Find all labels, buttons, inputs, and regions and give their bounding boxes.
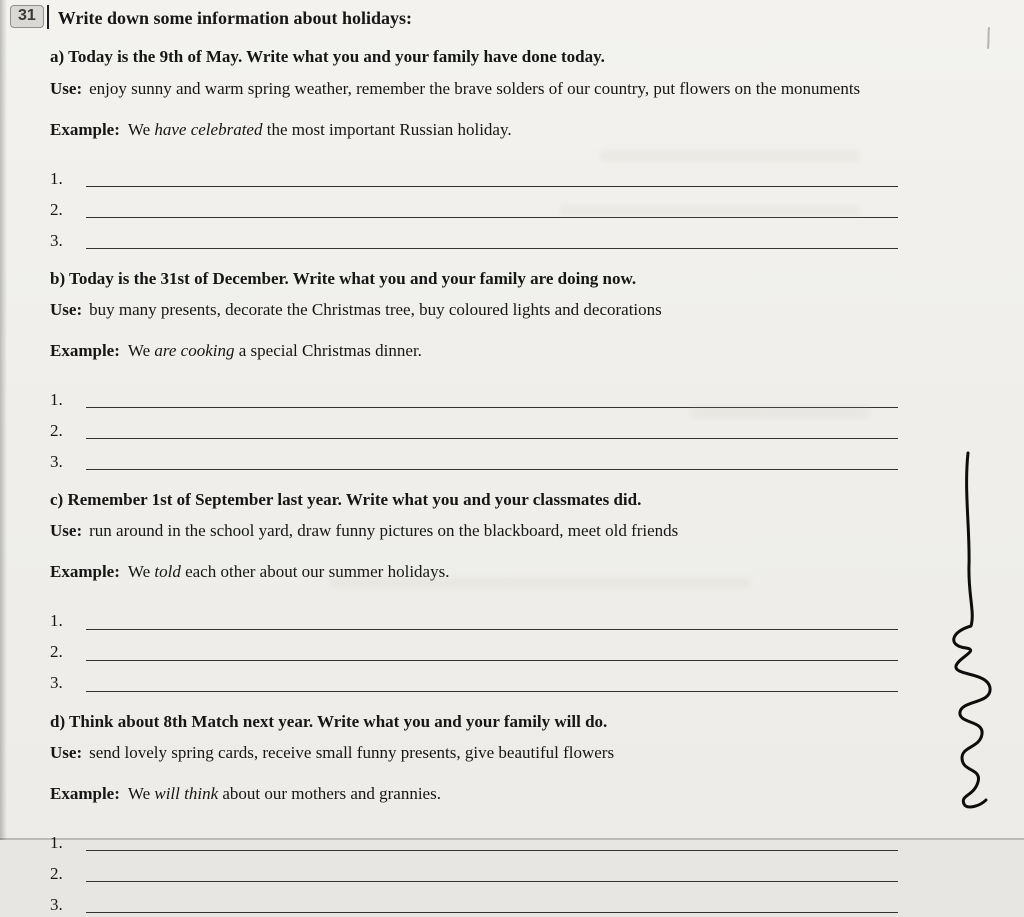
answer-rule [86,629,898,630]
example-text-pre: We [127,341,155,361]
bleed-through-artifact [330,578,750,588]
line-number: 1. [50,611,63,631]
section-c [50,488,898,694]
pen-scribble [930,440,1020,830]
answer-rule [86,660,898,661]
example-verb: told [154,562,181,582]
section-heading: d) Think about 8th Match next year. Write what you and your family will do. [50,711,608,731]
example-line [50,339,898,363]
answer-rule [86,438,898,439]
answer-blanks [50,602,898,695]
answer-line-3 [50,442,898,473]
bleed-through-artifact [690,405,870,419]
section-d [50,710,898,916]
example-label: Example: [50,341,120,361]
answer-line-3 [50,885,898,916]
answer-line-1 [50,159,898,190]
example-text-post: a special Christmas dinner. [234,341,422,361]
line-number: 2. [50,642,63,662]
section-heading: a) Today is the 9th of May. Write what you and your family have done today. [50,47,605,67]
header-divider [47,5,49,29]
exercise-content [50,45,898,916]
answer-rule [86,850,898,851]
answer-rule [86,469,898,470]
section-heading: b) Today is the 31st of December. Write what you and your family are doing now. [50,268,637,288]
example-line [50,118,898,142]
line-number: 3. [50,673,63,693]
example-text-pre: We [127,562,155,582]
example-verb: will think [154,783,219,803]
section-heading: c) Remember 1st of September last year. Write what you and your classmates did. [50,490,642,510]
line-number: 3. [50,452,63,472]
example-text-post: each other about our summer holidays. [180,562,450,582]
answer-line-3 [50,664,898,695]
line-number: 2. [50,421,63,441]
answer-blanks [50,823,898,916]
section-b [50,267,898,473]
answer-line-2 [50,633,898,664]
example-verb: are cooking [154,341,235,361]
example-label: Example: [50,119,120,139]
answer-rule [86,186,898,187]
use-line [50,519,898,543]
use-text: run around in the school yard, draw funny pictures on the blackboard, meet old friends [89,521,679,541]
line-number: 1. [50,168,63,188]
exercise-title: Write down some information about holidays: [57,8,412,28]
line-number: 1. [50,832,63,852]
answer-line-3 [50,221,898,252]
use-text: send lovely spring cards, receive small funny presents, give beautiful flowers [89,742,615,762]
pen-mark [984,26,994,50]
example-label: Example: [50,562,120,582]
answer-rule [86,691,898,692]
line-number: 2. [50,199,63,219]
bleed-through-artifact [600,150,860,162]
line-number: 3. [50,230,63,250]
answer-blanks [50,380,898,473]
line-number: 1. [50,390,63,410]
example-text-post: the most important Russian holiday. [262,119,512,139]
use-text: buy many presents, decorate the Christmas tree, buy coloured lights and decorations [89,299,662,319]
answer-line-1 [50,602,898,633]
example-verb: have celebrated [154,119,263,139]
example-line [50,782,898,806]
line-number: 3. [50,894,63,914]
example-text-pre: We [127,119,155,139]
answer-line-2 [50,854,898,885]
use-label: Use: [50,742,83,762]
answer-rule [86,912,898,913]
use-text: enjoy sunny and warm spring weather, remember the brave solders of our country, put flowers on the monuments [89,78,861,98]
use-line [50,298,898,322]
answer-rule [86,248,898,249]
exercise-header [10,5,1024,30]
answer-rule [86,881,898,882]
exercise-number-badge: 31 [10,5,44,28]
use-label: Use: [50,521,83,541]
use-label: Use: [50,299,83,319]
use-line [50,741,898,765]
example-text-pre: We [127,783,155,803]
example-label: Example: [50,783,120,803]
line-number: 2. [50,863,63,883]
use-label: Use: [50,78,83,98]
bleed-through-artifact [560,205,860,217]
use-line [50,77,898,101]
example-text-post: about our mothers and grannies. [218,783,441,803]
section-a [50,45,898,251]
